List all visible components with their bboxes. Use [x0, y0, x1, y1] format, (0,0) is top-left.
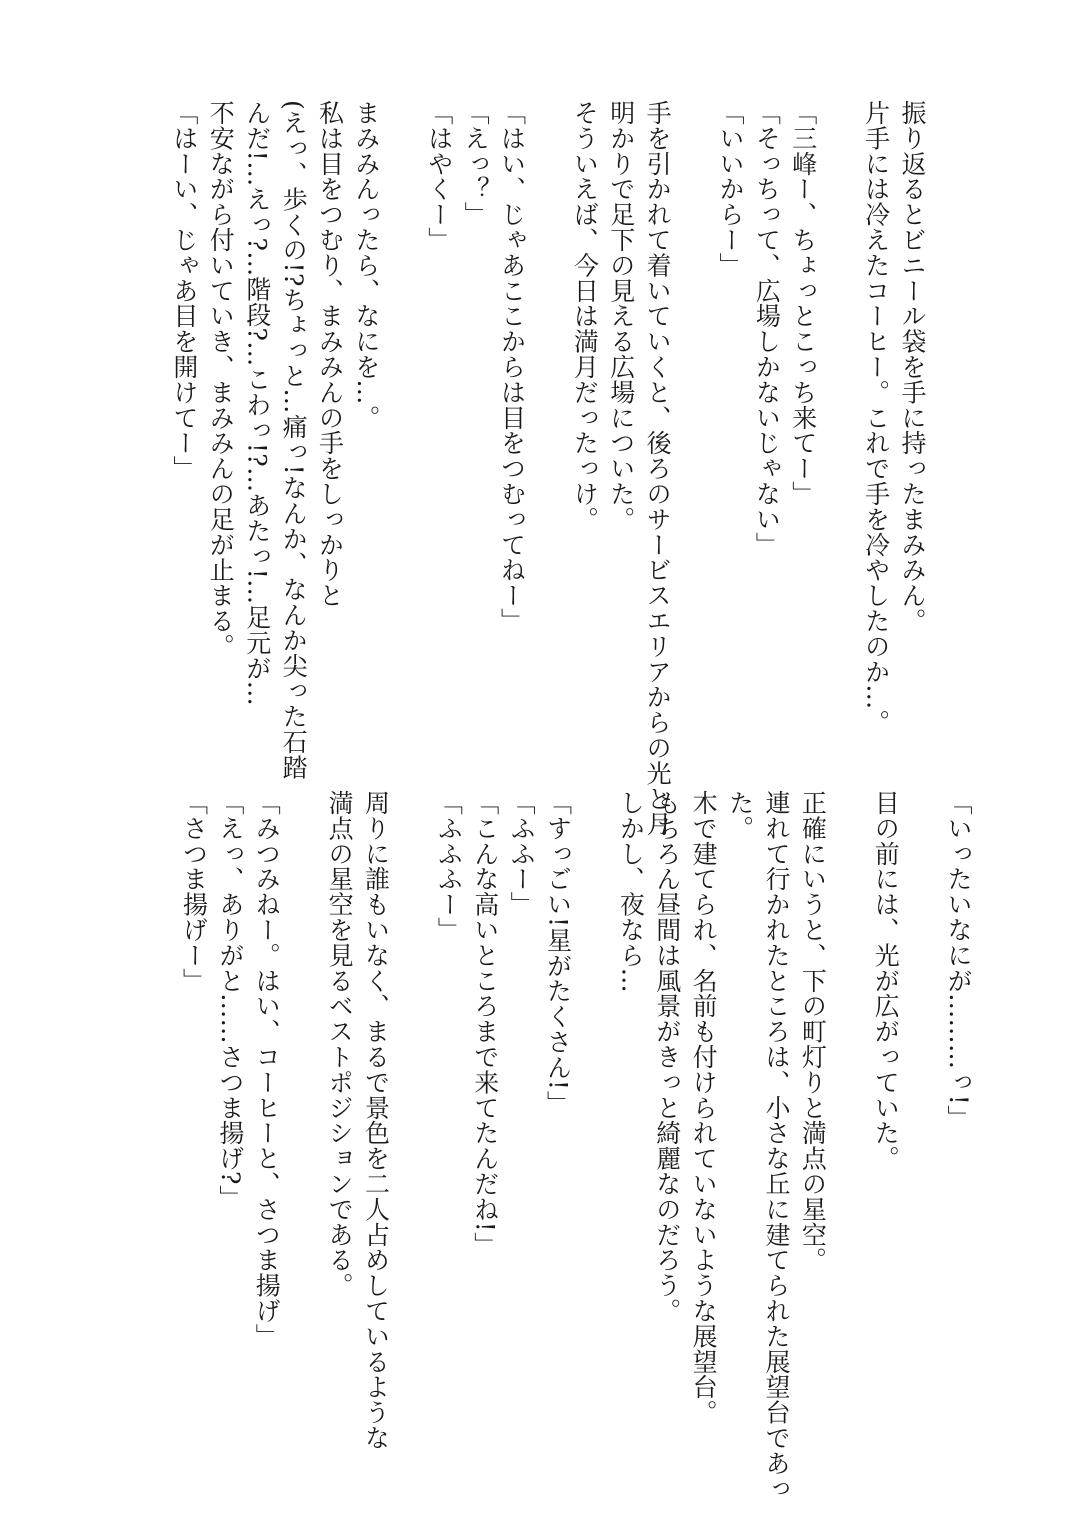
text-line: 木で建てられ、名前も付けられていないような展望台。	[689, 790, 719, 1425]
text-line: 「えっ？」	[461, 100, 491, 227]
text-line: 「そっちって、広場しかないじゃない」	[752, 100, 782, 558]
text-line: 手を引かれて着いていくと、後ろのサービスエリアからの光と月	[643, 100, 673, 837]
top-text-block	[120, 100, 930, 837]
text-line: 満点の星空を見るベストポジションである。	[325, 790, 355, 1298]
text-line: 周りに誰もいなく、まるで景色を二人占めしているような	[361, 790, 391, 1451]
text-line: 「三峰ー、ちょっとこっち来てー」	[788, 100, 818, 507]
text-line: そういえば、今日は満月だったっけ。	[570, 100, 600, 532]
text-line: 片手には冷えたコーヒー。これで手を冷やしたのか…。	[861, 100, 891, 735]
text-line: 「はやくー」	[424, 100, 454, 253]
text-line: 私は目をつむり、まみみんの手をしっかりと	[315, 100, 345, 608]
text-line: まみみんったら、なにを…。	[351, 100, 381, 431]
text-line: 目の前には、光が広がっていた。	[871, 790, 901, 1171]
text-line: 「ふふー」	[507, 790, 537, 917]
text-line: 「はーい、じゃあ目を開けてー」	[169, 100, 199, 481]
text-line: 「えっ、ありがと……さつま揚げ?」	[215, 790, 245, 1211]
text-line: 正確にいうと、下の町灯りと満点の星空。	[798, 790, 828, 1273]
text-line: 「すっごい!星がたくさん!」	[543, 790, 573, 1116]
bottom-text-block	[146, 790, 976, 1502]
text-line: 「こんな高いところまで来てたんだね!」	[470, 790, 500, 1258]
text-line: 「いいからー」	[715, 100, 745, 278]
text-line: 振り返るとビニール袋を手に持ったまみみん。	[898, 100, 927, 634]
text-line: しかし、夜なら…	[616, 790, 646, 994]
text-line: 「はい、じゃあここからは目をつむってねー」	[497, 100, 527, 634]
text-line: 明かりで足下の見える広場についた。	[606, 100, 636, 532]
text-line: (えっ、歩くの!?ちょっと…痛っ!なんか、なんか尖った石踏	[279, 100, 309, 780]
text-line: 不安ながら付いていき、まみみんの足が止まる。	[206, 100, 236, 659]
text-line: 連れて行かれたところは、小さな丘に建てられた展望台であっ	[761, 790, 791, 1502]
text-line: んだ!…えっ?…階段?…こわっ!?…あたっ!…足元が…	[242, 100, 272, 707]
text-line: 「さつま揚げー」	[179, 790, 209, 994]
text-line: 「みつみねー。はい、コーヒーと、さつま揚げ」	[252, 790, 282, 1349]
text-line: た。	[725, 790, 755, 841]
text-line: 「ふふふー」	[434, 790, 464, 943]
text-line: もちろん昼間は風景がきっと綺麗なのだろう。	[652, 790, 682, 1324]
text-line: 「いったいなにが………っ!」	[944, 790, 973, 1131]
